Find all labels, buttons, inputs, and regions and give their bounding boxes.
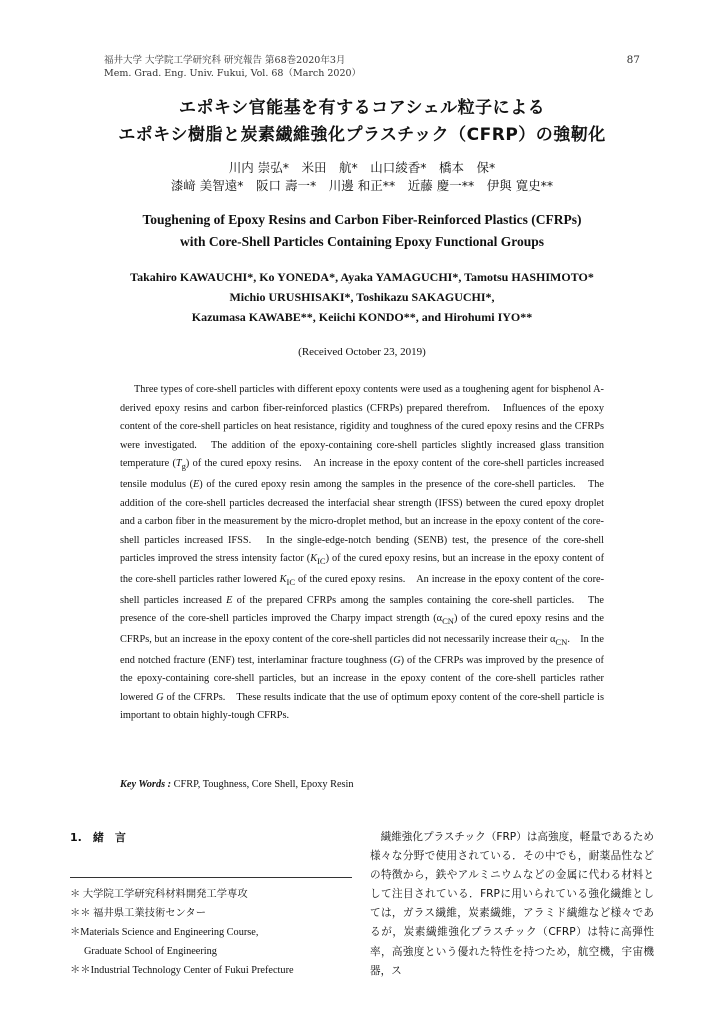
keywords-value: CFRP, Toughness, Core Shell, Epoxy Resin <box>171 779 354 790</box>
footnote-5: ＊＊Industrial Technology Center of Fukui Prefecture <box>70 965 294 976</box>
authors-en-line3: Kazumasa KAWABE**, Keiichi KONDO**, and Hirohumi IYO** <box>191 310 533 324</box>
received-date: (Received October 23, 2019) <box>298 346 426 358</box>
journal-header-en: Mem. Grad. Eng. Univ. Fukui, Vol. 68（March 2020） <box>104 68 362 79</box>
authors-jp-line1: 川内 崇弘* 米田 航* 山口綾香* 橋本 保* <box>228 160 496 175</box>
title-en-line2: with Core-Shell Particles Containing Epoxy Functional Groups <box>179 234 545 249</box>
title-jp-line2: エポキシ樹脂と炭素繊維強化プラスチック（CFRP）の強靭化 <box>118 125 606 145</box>
section-heading-introduction: 1. 緒 言 <box>70 831 126 844</box>
journal-header-jp: 福井大学 大学院工学研究科 研究報告 第68巻2020年3月 <box>104 55 346 66</box>
keywords <box>120 779 354 790</box>
abstract: Three types of core-shell particles with different epoxy contents were used as a toughening agent for bisphenol A-derived epoxy resins and carbon fiber-reinforced plastics (CFRPs) prepared therefrom. Influences of the epoxy content of the core-shell particles on heat resistance, rigidity and toughness of the cured epoxy resins and the CFRPs were investigated. The addition of the epoxy-containing core-shell particles slightly increased glass transition temperature $(T_g)$ of the cured epoxy resins. An increase in the epoxy content of the core-shell particles increased tensile modulus (E) of the cured epoxy resin among the samples in the presence of the core-shell particles. The addition of the core-shell particles decreased the interfacial shear strength (IFSS) between the cured epoxy droplet and a carbon fiber in the measurement by the micro-droplet method, but an increase in the epoxy content of the core-shell particles increased IFSS. In the single-edge-notch bending (SENB) test, the presence of the core-shell particles improved the stress intensity factor $(K_{IC})$ of the cured epoxy resins, but an increase in the epoxy content of the core-shell particles rather lowered $K_{IC}$ of the cured epoxy resins. An increase in the epoxy content of the core-shell particles increased E of the prepared CFRPs among the samples containing the core-shell particles. The presence of the core-shell particles improved the Charpy impact strength $(\alpha_{CN})$ of the cured epoxy resins and the CFRPs, but an increase in the epoxy content of the core-shell particles did not necessarily increase their $\alpha_{CN}$. In the end notched fracture (ENF) test, interlaminar fracture toughness (G) of the CFRPs was improved by the presence of the epoxy-containing core-shell particles, but an increase in the epoxy content of the core-shell particles rather lowered G of the CFRPs. These results indicate that the use of optimum epoxy content of the core-shell particle is important to obtain highly-tough CFRPs. <box>120 384 605 722</box>
title-en-line1: Toughening of Epoxy Resins and Carbon Fiber-Reinforced Plastics (CFRPs) <box>142 212 582 227</box>
page-number: 87 <box>626 54 640 66</box>
authors-jp-line2: 漆﨑 美智遠* 阪口 壽一* 川邊 和正** 近藤 慶一** 伊與 寛史** <box>170 178 554 193</box>
authors-en-line1: Takahiro KAWAUCHI*, Ko YONEDA*, Ayaka YAMAGUCHI*, Tamotsu HASHIMOTO* <box>130 270 594 284</box>
footnote-1: ＊ 大学院工学研究科材料開発工学専攻 <box>70 889 248 900</box>
footnote-divider <box>70 877 352 878</box>
footnote-3: ＊Materials Science and Engineering Course, <box>70 927 259 938</box>
authors-en-line2: Michio URUSHISAKI*, Toshikazu SAKAGUCHI*, <box>229 290 495 304</box>
introduction-text: 繊維強化プラスチック（FRP）は高強度，軽量であるため様々な分野で使用されている．その中でも，耐薬品性などの特徴から，鉄やアルミニウムなどの金属に代わる材料として注目されている．FRPに用いられている強化繊維としては，ガラス繊維，炭素繊維，アラミド繊維など様々であるが，炭素繊維強化プラスチック（CFRP）は特に高弾性率，高強度という優れた特性を持つため，航空機，宇宙機器，ス <box>370 831 654 977</box>
footnote-4: Graduate School of Engineering <box>84 946 217 957</box>
footnote-2: ＊＊ 福井県工業技術センター <box>70 908 207 919</box>
title-jp-line1: エポキシ官能基を有するコアシェル粒子による <box>178 98 546 118</box>
keywords-label: Key Words : <box>120 779 172 790</box>
